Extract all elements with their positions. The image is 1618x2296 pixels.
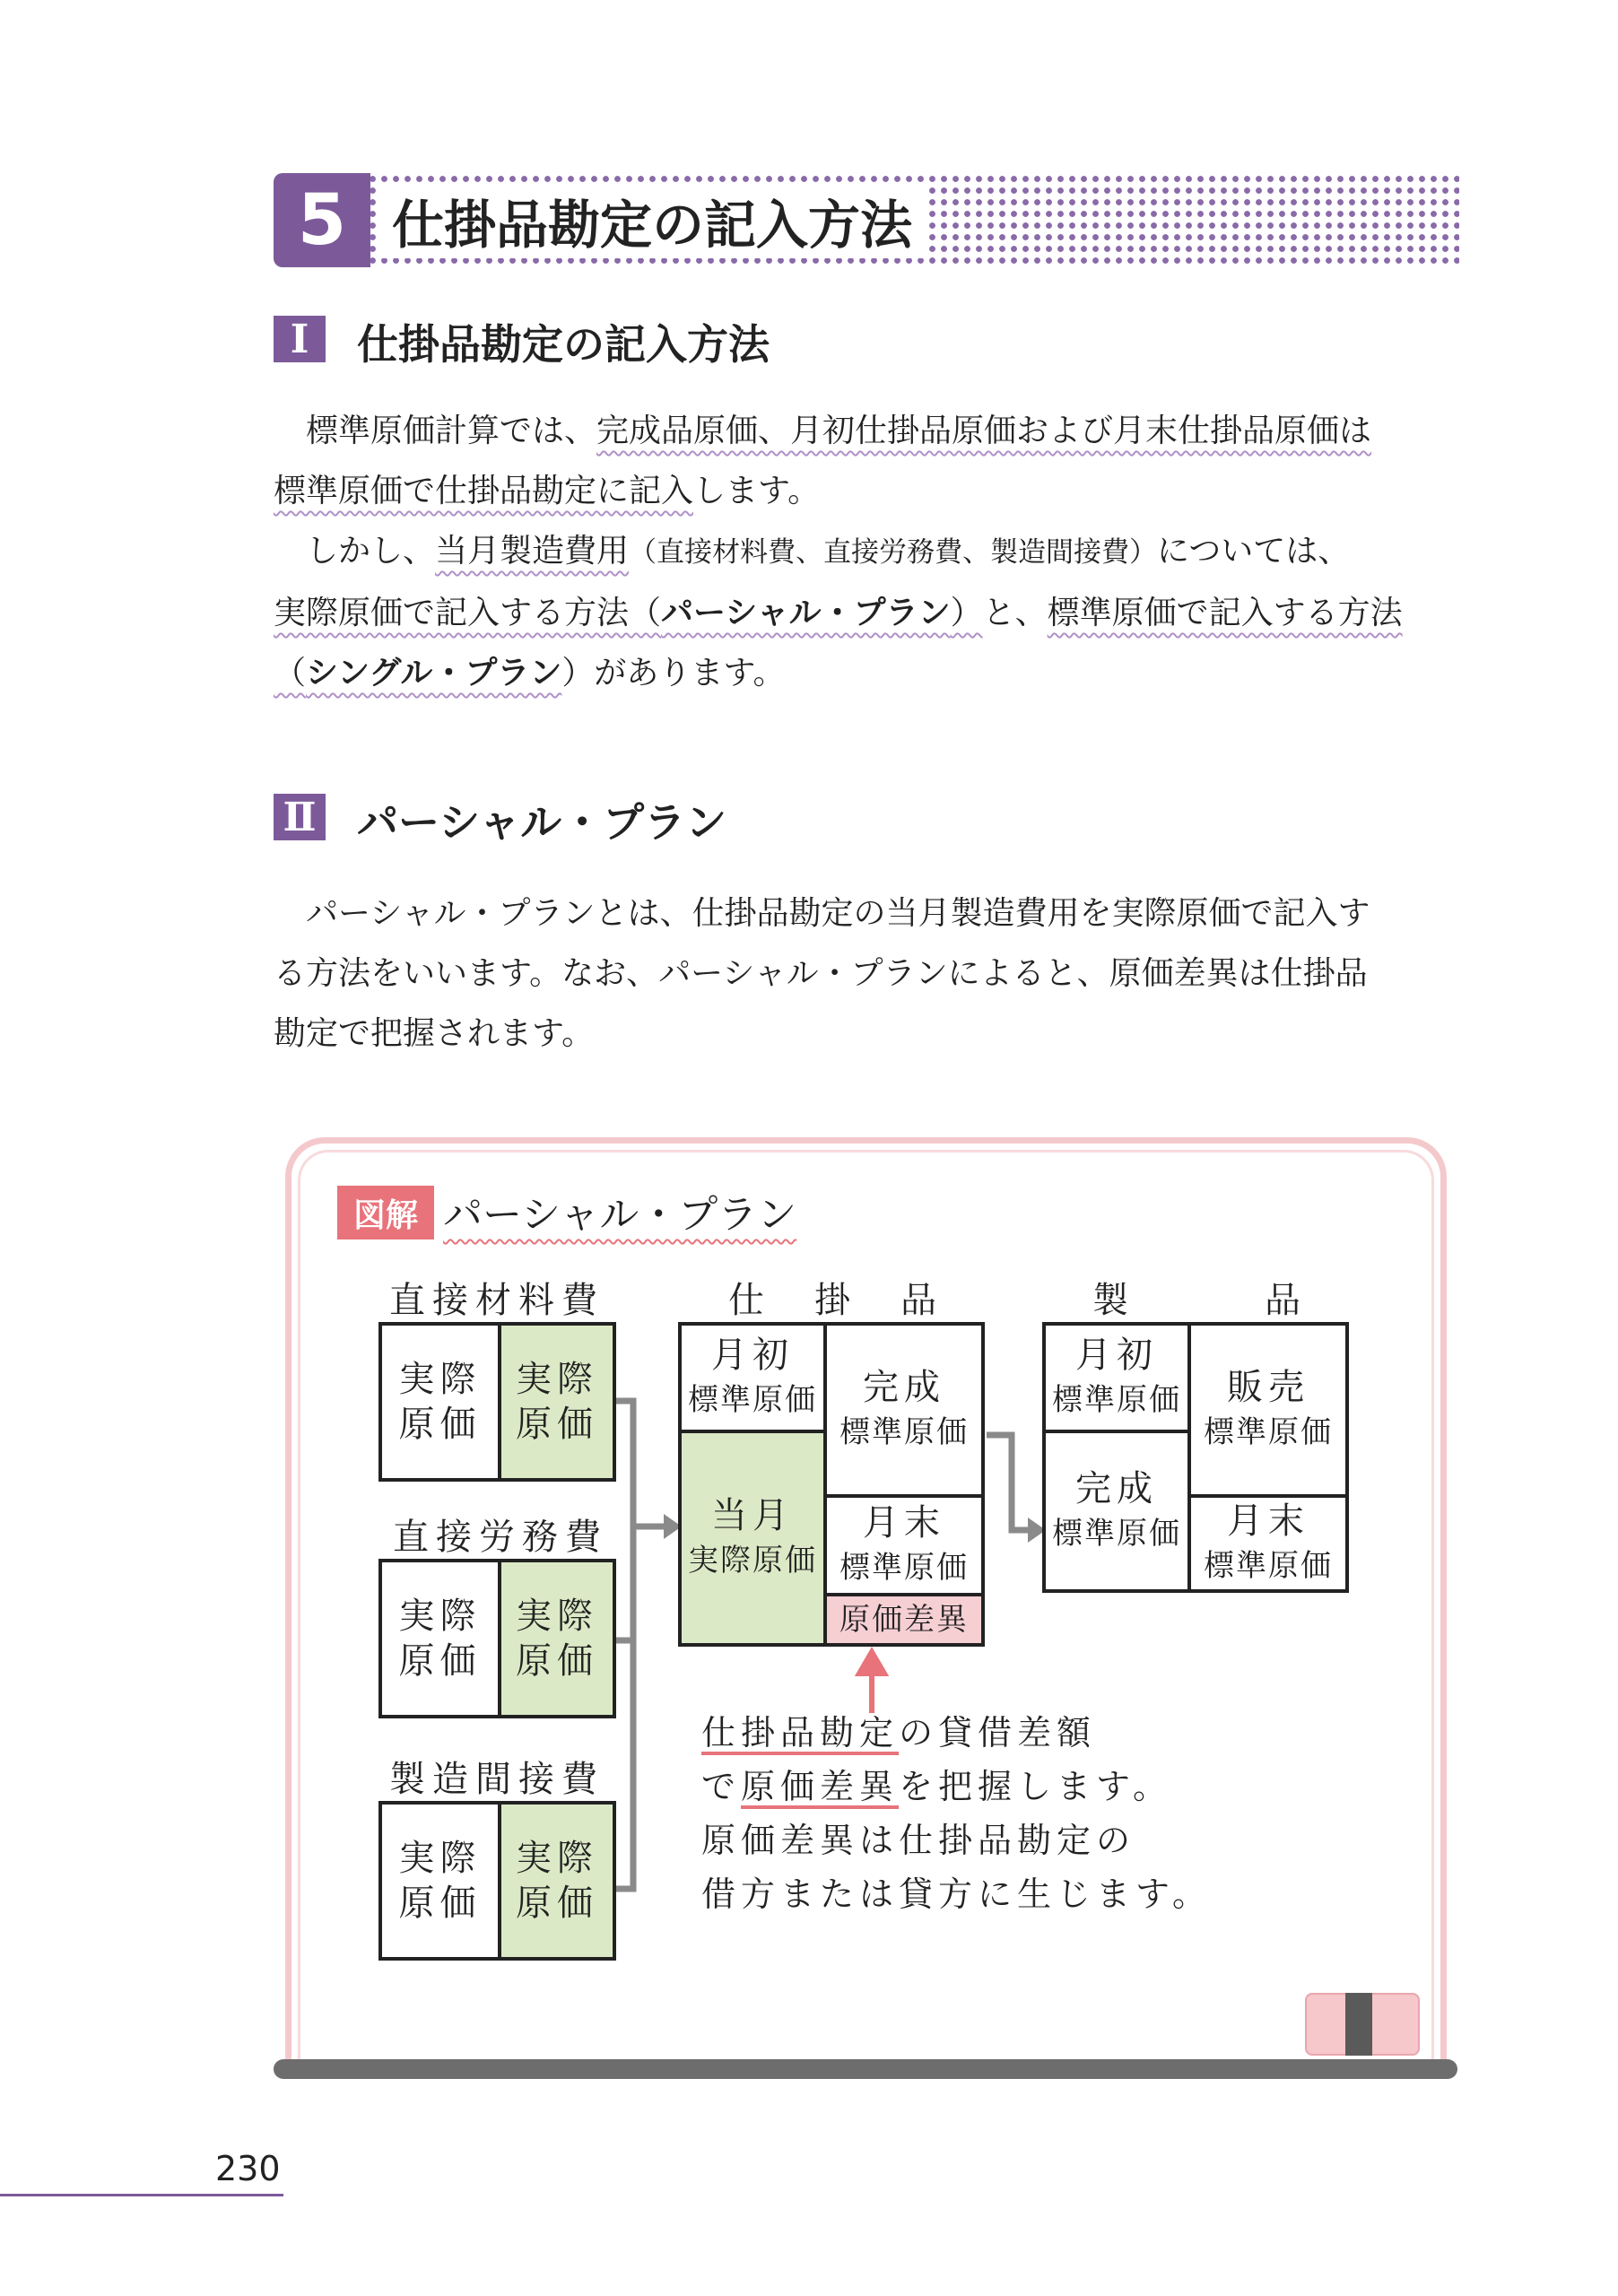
overhead-credit [501,1805,613,1957]
cell-text: 実際 [398,1596,482,1637]
p1-text: しかし、 [306,533,436,570]
note-line-3: 原価差異は仕掛品勘定の [701,1821,1136,1860]
cell-text: 当月 [711,1495,794,1536]
p1-text: ）があります。 [561,655,786,691]
cell-text: 販売 [1227,1367,1309,1408]
p2-line-3: 勘定で把握されます。 [274,1015,595,1052]
cell-text: 完成 [1075,1468,1158,1509]
cell-text: 月初 [711,1335,794,1376]
materials-account [378,1322,616,1482]
variance-arrowhead [859,1652,884,1674]
cell-text: 標準原価 [1052,1382,1181,1418]
p1-emphasis: 実際原価で記入する方法（ [274,595,662,631]
product-begin [1046,1326,1191,1433]
eraser-band [1345,1993,1372,2056]
note-emphasis: 仕掛品勘定 [701,1713,900,1752]
cell-text: 原価 [516,1883,598,1924]
cell-text: 月末 [1227,1500,1309,1542]
materials-head: 直接材料費 [389,1280,605,1321]
product-end [1191,1498,1345,1589]
overhead-account [378,1801,616,1961]
product-completed [1046,1433,1191,1589]
cell-text: 実際 [516,1359,598,1400]
cell-text: 実際 [516,1596,598,1637]
wip-end [827,1498,981,1596]
labor-credit [501,1562,613,1715]
note-text: で [701,1767,742,1806]
cell-text: 標準原価 [839,1550,969,1586]
subsection-2-badge: Ⅱ [274,794,326,840]
cell-text: 標準原価 [839,1414,969,1450]
cell-text: 実際原価 [688,1543,817,1578]
p2-line-1: パーシャル・プランとは、仕掛品勘定の当月製造費用を実際原価で記入す [306,895,1370,932]
subsection-1-title: 仕掛品勘定の記入方法 [357,320,770,369]
materials-debit [382,1326,501,1478]
product-head: 製 品 [1092,1280,1308,1321]
p1-text: します。 [693,473,821,509]
cell-text: 完成 [863,1367,945,1408]
labor-account [378,1559,616,1718]
cell-text: 実際 [398,1359,482,1400]
materials-credit [501,1326,613,1478]
labor-head: 直接労務費 [393,1517,608,1558]
partial-plan-term: パーシャル・プラン [661,595,951,631]
p1-emphasis: ） [950,595,983,631]
figure-title: パーシャル・プラン [443,1192,797,1238]
single-plan-term: シングル・プラン [306,655,562,691]
cell-text: 実際 [398,1838,482,1879]
board-shelf [274,2059,1457,2079]
overhead-head: 製造間接費 [389,1759,605,1800]
note-emphasis: 原価差異 [741,1767,900,1806]
cell-text: 月末 [863,1502,945,1544]
p1-emphasis: 標準原価で仕掛品勘定に記入 [274,473,694,509]
cell-text: 実際 [516,1838,598,1879]
cost-bracket-line [613,1401,633,1889]
figure-badge: 図解 [337,1186,434,1239]
wip-variance: 原価差異 [827,1596,981,1643]
section-title: 仕掛品勘定の記入方法 [379,182,925,258]
p1-paren-note: （直接材料費、直接労務費、製造間接費） [629,536,1158,569]
p2-line-2: る方法をいいます。なお、パーシャル・プランによると、原価差異は仕掛品 [274,955,1368,992]
p1-emphasis: 標準原価で記入する方法 [1047,595,1403,631]
note-line-4: 借方または貸方に生じます。 [701,1874,1212,1914]
note-text: を把握します。 [899,1767,1172,1806]
cell-text: 原価 [516,1404,598,1445]
p1-text: 標準原価計算では、 [306,413,597,449]
subsection-1-badge: Ⅰ [274,316,326,362]
p1-emphasis: 当月製造費用 [435,533,630,570]
cell-text: 原価 [398,1640,482,1682]
cell-text: 標準原価 [1204,1548,1333,1584]
wip-completed [827,1326,981,1498]
to-product-line [987,1435,1028,1530]
wip-head: 仕 掛 品 [728,1280,944,1321]
wip-begin [682,1326,827,1433]
page-number-rule [0,2194,283,2196]
variance-note [701,1706,1212,1921]
product-sales [1191,1326,1345,1498]
section-number: 5 [274,173,370,267]
p1-text: と、 [982,595,1048,631]
cell-text: 月初 [1075,1335,1158,1376]
p1-emphasis: （ [274,655,307,691]
p1-text: については、 [1157,533,1351,570]
cell-text: 原価 [516,1640,598,1682]
labor-debit [382,1562,501,1715]
cell-text: 原価 [398,1883,482,1924]
p1-emphasis: 完成品原価、月初仕掛品原価および月末仕掛品原価は [596,413,1372,449]
overhead-debit [382,1805,501,1957]
wip-current [682,1433,827,1643]
product-account [1042,1322,1349,1593]
page-number: 230 [215,2149,281,2188]
cell-text: 標準原価 [688,1382,817,1418]
note-text: の貸借差額 [899,1713,1097,1752]
wip-account [678,1322,985,1647]
subsection-2-title: パーシャル・プラン [357,798,727,847]
cell-text: 原価 [398,1404,482,1445]
cell-text: 標準原価 [1052,1516,1181,1552]
cell-text: 標準原価 [1204,1414,1333,1450]
